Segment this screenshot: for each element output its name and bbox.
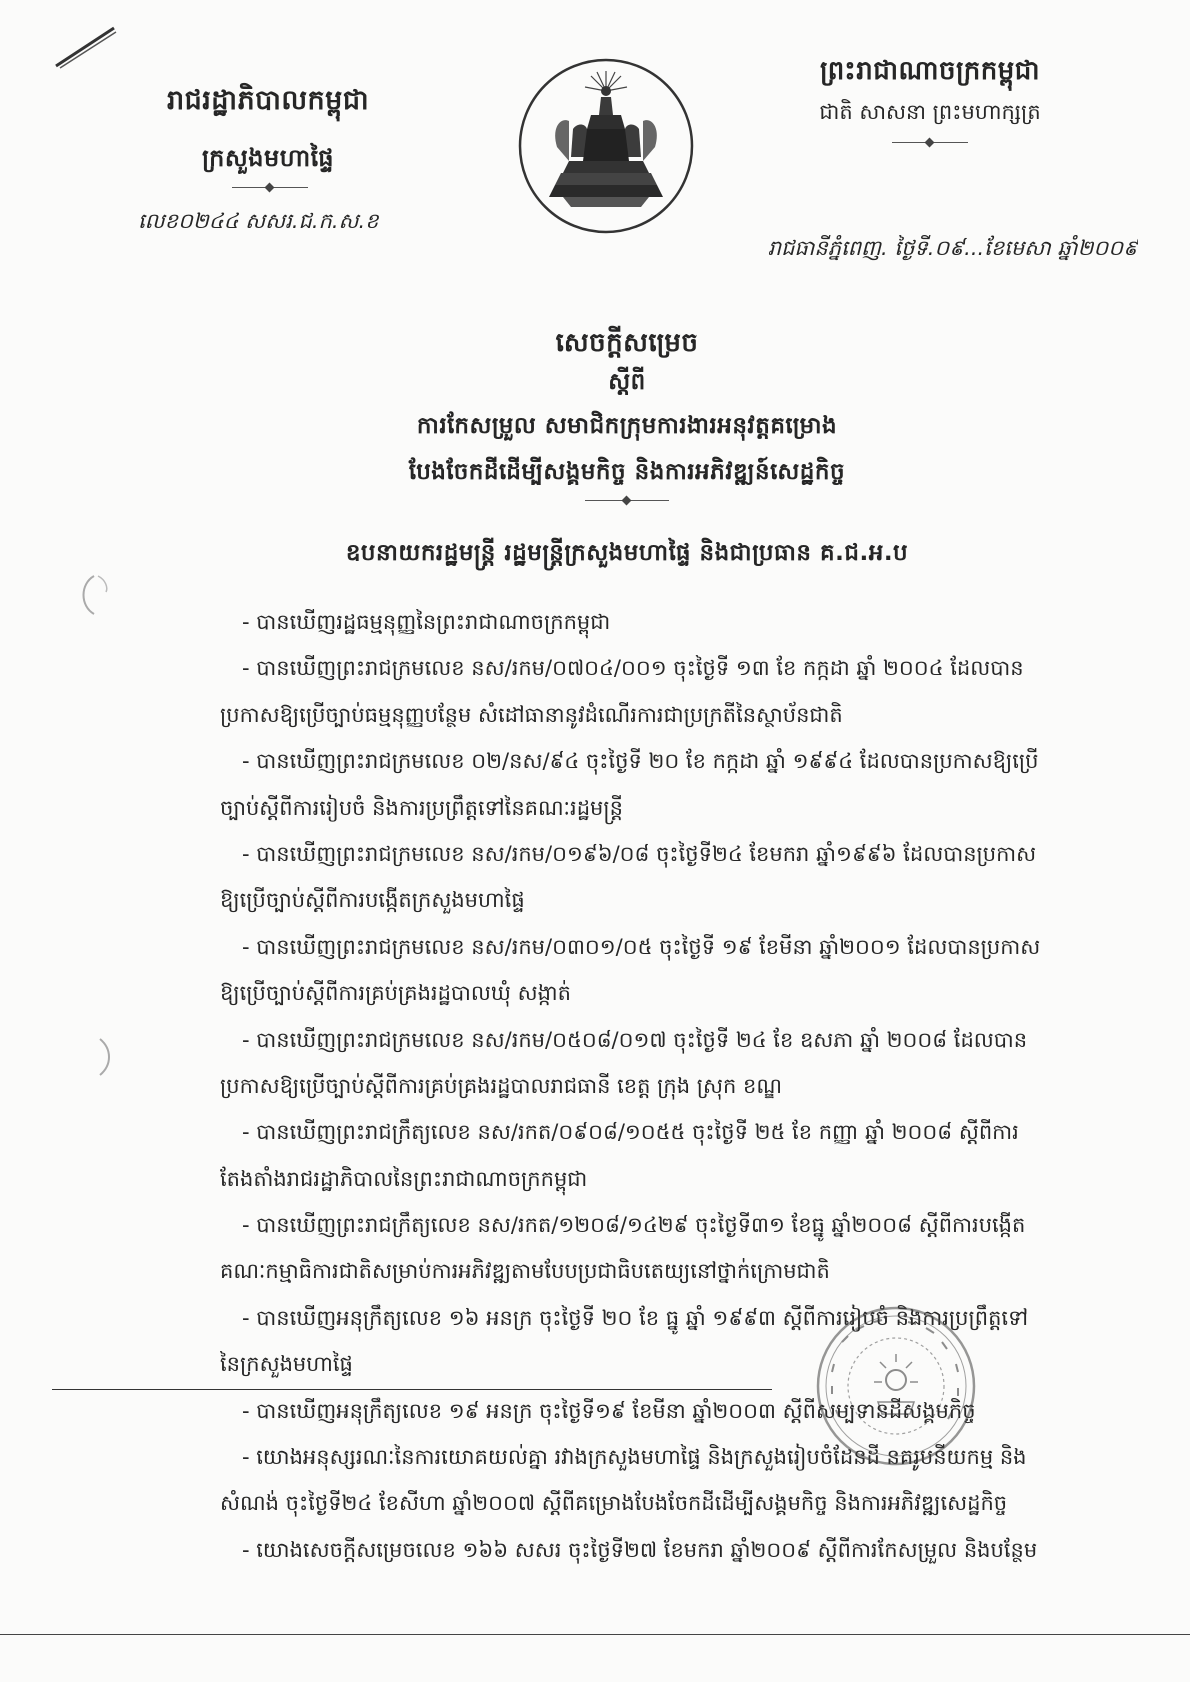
body-line: - បានឃើញអនុក្រឹត្យលេខ ១៩ អនក្រ ចុះថ្ងៃទី១៩ ខែមីនា ឆ្នាំ២០០៣ ស្តីពីសម្បទានដីសង្គមកិច្ច [242,1398,976,1423]
body-line: - យោងសេចក្តីសម្រេចលេខ ១៦៦ សសរ ចុះថ្ងៃទី២៧ ខែមករា ឆ្នាំ២០០៩ ស្តីពីការកែសម្រួល និងបន្ថែម [242,1537,1038,1562]
body-line: តែងតាំងរាជរដ្ឋាភិបាលនៃព្រះរាជាណាចក្រកម្ពុជា [220,1166,588,1191]
body-line: នៃក្រសួងមហាផ្ទៃ [220,1352,353,1377]
ornament-divider [585,497,669,505]
body-line: - បានឃើញអនុក្រឹត្យលេខ ១៦ អនក្រ ចុះថ្ងៃទី ២០ ខែ ធ្នូ ឆ្នាំ ១៩៩៣ ស្តីពីការរៀបចំ និងការប្រព្រឹត្តទៅ [242,1305,1029,1330]
royal-emblem-icon [517,57,695,235]
margin-mark-icon [92,1035,122,1079]
place-and-date: រាជធានីភ្នំពេញ. ថ្ងៃទី.០៩...ខែមេសា ឆ្នាំ២០០៩ [767,236,1138,260]
body-line: - បានឃើញព្រះរាជក្រឹត្យលេខ នស/រកត/១២០៨/១៤២៩ ចុះថ្ងៃទី៣១ ខែធ្នូ ឆ្នាំ២០០៨ ស្តីពីការបង្កើត [242,1213,1026,1238]
body-line: ប្រកាសឱ្យប្រើច្បាប់ស្តីពីការគ្រប់គ្រងរដ្ឋបាលរាជធានី ខេត្ត ក្រុង ស្រុក ខណ្ឌ [220,1073,782,1098]
official-seal-icon [812,1302,980,1470]
national-motto: ជាតិ សាសនា ព្រះមហាក្សត្រ [819,100,1041,124]
ministry-name: ក្រសួងមហាផ្ទៃ [201,144,335,172]
body-line: - បានឃើញព្រះរាជក្រមលេខ នស/រកម/០៥០៨/០១៧ ចុះថ្ងៃទី ២៤ ខែ ឧសភា ឆ្នាំ ២០០៨ ដែលបាន [242,1027,1028,1052]
body-line: - យោងអនុស្សរណៈនៃការយោគយល់គ្នា រវាងក្រសួងមហាផ្ទៃ និងក្រសួងរៀបចំដែនដី នគរូបនីយកម្ម និង [242,1445,1027,1470]
ornament-divider [232,184,308,192]
title-subject-line-2: បែងចែកដីដើម្បីសង្គមកិច្ច និងការអភិវឌ្ឍន៍សេដ្ឋកិច្ច [408,459,846,485]
title-subject-line-1: ការកែសម្រួល សមាជិកក្រុមការងារអនុវត្តគម្រោង [416,413,838,439]
kingdom-name: ព្រះរាជាណាចក្រកម្ពុជា [820,56,1040,86]
scan-divider-line [52,1389,772,1390]
scan-bottom-line [0,1634,1190,1635]
body-line: - បានឃើញព្រះរាជក្រមលេខ ០២/នស/៩៤ ចុះថ្ងៃទី ២០ ខែ កក្កដា ឆ្នាំ ១៩៩៤ ដែលបានប្រកាសឱ្យប្រើ [242,749,1039,774]
body-line: - បានឃើញព្រះរាជក្រមលេខ នស/រកម/០១៩៦/០៨ ចុះថ្ងៃទី២៤ ខែមករា ឆ្នាំ១៩៩៦ ដែលបានប្រកាស [242,841,1037,866]
body-line: ប្រកាសឱ្យប្រើច្បាប់ធម្មនុញ្ញបន្ថែម សំដៅធានានូវដំណើរការជាប្រក្រតីនៃស្ថាប័នជាតិ [220,702,843,727]
pen-mark-icon [52,22,122,72]
body-line: - បានឃើញព្រះរាជក្រមលេខ នស/រកម/០៧០៤/០០១ ចុះថ្ងៃទី ១៣ ខែ កក្កដា ឆ្នាំ ២០០៤ ដែលបាន [242,656,1024,681]
document-title: សេចក្តីសម្រេច [555,328,699,358]
body-line: ឱ្យប្រើច្បាប់ស្តីពីការគ្រប់គ្រងរដ្ឋបាលឃុំ សង្កាត់ [220,981,571,1006]
issuing-authority: ឧបនាយករដ្ឋមន្ត្រី រដ្ឋមន្ត្រីក្រសួងមហាផ្ទៃ និងជាប្រធាន គ.ជ.អ.ប [345,540,909,566]
reference-number: លេខ០២៤៤ សសរ.ជ.ក.ស.ខ [138,209,379,233]
body-line: - បានឃើញព្រះរាជក្រឹត្យលេខ នស/រកត/០៩០៨/១០៥៥ ចុះថ្ងៃទី ២៥ ខែ កញ្ញា ឆ្នាំ ២០០៨ ស្តីពីការ [242,1120,1019,1145]
body-line: ច្បាប់ស្តីពីការរៀបចំ និងការប្រព្រឹត្តទៅនៃគណៈរដ្ឋមន្ត្រី [220,795,623,820]
body-line: - បានឃើញព្រះរាជក្រមលេខ នស/រកម/០៣០១/០៥ ចុះថ្ងៃទី ១៩ ខែមីនា ឆ្នាំ២០០១ ដែលបានប្រកាស [242,934,1041,959]
government-name: រាជរដ្ឋាភិបាលកម្ពុជា [166,85,370,116]
title-about: ស្តីពី [608,369,646,395]
margin-mark-icon [72,570,112,620]
body-line: ឱ្យប្រើច្បាប់ស្តីពីការបង្កើតក្រសួងមហាផ្ទៃ [220,888,525,913]
ornament-divider [892,139,968,147]
body-line: សំណង់ ចុះថ្ងៃទី២៤ ខែសីហា ឆ្នាំ២០០៧ ស្តីពីគម្រោងបែងចែកដីដើម្បីសង្គមកិច្ច និងការអភិវឌ្ឍសេដ្ឋកិច្ច [220,1491,1008,1516]
body-line: - បានឃើញរដ្ឋធម្មនុញ្ញនៃព្រះរាជាណាចក្រកម្ពុជា [242,610,611,634]
body-line: គណៈកម្មាធិការជាតិសម្រាប់ការអភិវឌ្ឍតាមបែបប្រជាធិបតេយ្យនៅថ្នាក់ក្រោមជាតិ [220,1259,830,1284]
